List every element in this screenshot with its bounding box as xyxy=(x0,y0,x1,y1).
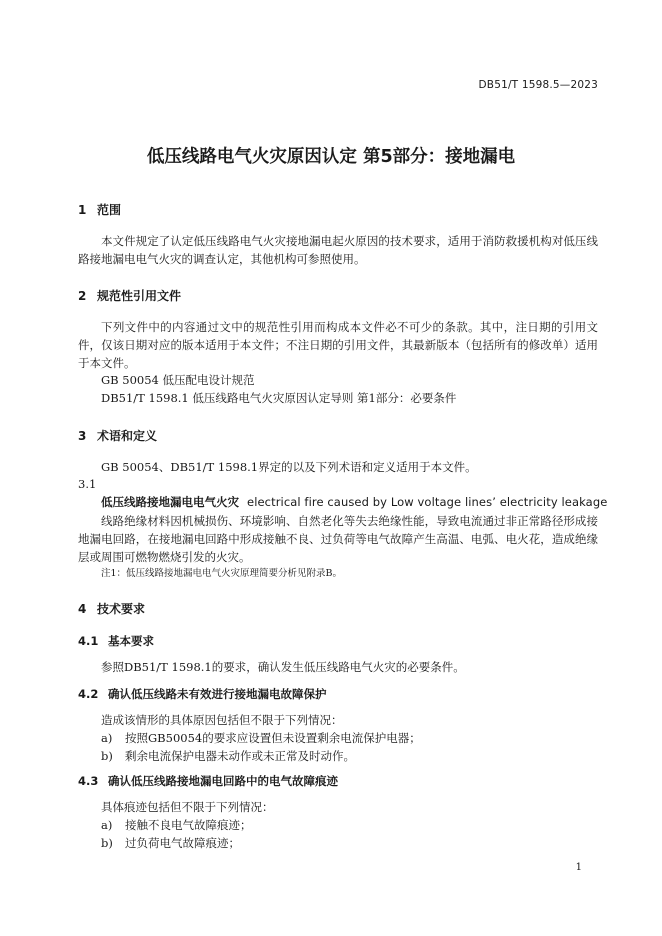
term-note: 注1：低压线路接地漏电电气火灾原理简要分析见附录B。 xyxy=(101,568,343,579)
subsection-4-2-heading xyxy=(78,686,327,702)
term-definition: 线路绝缘材料因机械损伤、环境影响、自然老化等失去绝缘性能，导致电流通过非正常路径形成接地漏电回路，在接地漏电回路中形成接触不良、过负荷等电气故障产生高温、电弧、电火花，造成绝缘层或周围可燃物燃烧引发的火灾。 xyxy=(78,514,598,564)
list-item xyxy=(101,835,240,851)
subsection-title: 确认低压线路未有效进行接地漏电故障保护 xyxy=(108,687,327,701)
list-text: 按照GB50054的要求应设置但未设置剩余电流保护电器； xyxy=(125,731,421,745)
reference-item: DB51/T 1598.1 低压线路电气火灾原因认定导则 第1部分：必要条件 xyxy=(101,391,457,405)
list-item xyxy=(101,748,355,764)
section-number: 3 xyxy=(78,429,87,443)
list-marker: b) xyxy=(101,836,113,850)
document-id: DB51/T 1598.5—2023 xyxy=(478,79,598,91)
section-number: 2 xyxy=(78,289,87,303)
section-title: 范围 xyxy=(97,203,122,217)
reference-item: GB 50054 低压配电设计规范 xyxy=(101,373,255,387)
list-marker: a) xyxy=(101,731,113,745)
page-title: 低压线路电气火灾原因认定 第5部分：接地漏电 xyxy=(146,147,516,167)
subsection-4-2-intro: 造成该情形的具体原因包括但不限于下列情况： xyxy=(101,713,343,727)
section-2-heading xyxy=(78,287,181,304)
list-text: 剩余电流保护电器未动作或未正常及时动作。 xyxy=(125,749,355,763)
subsection-4-1-paragraph: 参照DB51/T 1598.1的要求，确认发生低压线路电气火灾的必要条件。 xyxy=(101,660,465,674)
subsection-4-3-heading xyxy=(78,773,338,789)
section-title: 规范性引用文件 xyxy=(97,289,182,303)
term-chinese: 低压线路接地漏电电气火灾 xyxy=(101,495,239,509)
page-number: 1 xyxy=(575,862,582,873)
subsection-number: 4.2 xyxy=(78,687,99,701)
section-number: 1 xyxy=(78,203,87,217)
term-english: electrical fire caused by Low voltage lines’ electricity leakage xyxy=(247,495,608,509)
subsection-4-1-heading xyxy=(78,633,154,649)
section-2-paragraph: 下列文件中的内容通过文中的规范性引用而构成本文件必不可少的条款。其中，注日期的引用文件，仅该日期对应的版本适用于本文件；不注日期的引用文件，其最新版本（包括所有的修改单）适用于本文件。 xyxy=(78,320,598,370)
subsection-title: 确认低压线路接地漏电回路中的电气故障痕迹 xyxy=(108,774,338,788)
subsection-number: 4.3 xyxy=(78,774,99,788)
list-text: 接触不良电气故障痕迹； xyxy=(125,818,252,832)
section-3-intro: GB 50054、DB51/T 1598.1界定的以及下列术语和定义适用于本文件。 xyxy=(101,460,477,474)
section-4-heading xyxy=(78,600,145,617)
term-number: 3.1 xyxy=(78,477,97,491)
section-1-paragraph: 本文件规定了认定低压线路电气火灾接地漏电起火原因的技术要求，适用于消防救援机构对低压线路接地漏电电气火灾的调查认定，其他机构可参照使用。 xyxy=(78,234,598,266)
subsection-number: 4.1 xyxy=(78,634,99,648)
section-1-heading xyxy=(78,201,121,218)
list-marker: a) xyxy=(101,818,113,832)
list-text: 过负荷电气故障痕迹； xyxy=(125,836,240,850)
list-item xyxy=(101,817,252,833)
term-heading xyxy=(101,494,607,510)
section-title: 技术要求 xyxy=(97,602,146,616)
subsection-4-3-intro: 具体痕迹包括但不限于下列情况： xyxy=(101,800,274,814)
section-title: 术语和定义 xyxy=(97,429,158,443)
section-3-heading xyxy=(78,427,157,444)
list-marker: b) xyxy=(101,749,113,763)
section-number: 4 xyxy=(78,602,87,616)
subsection-title: 基本要求 xyxy=(108,634,154,648)
list-item xyxy=(101,730,421,746)
